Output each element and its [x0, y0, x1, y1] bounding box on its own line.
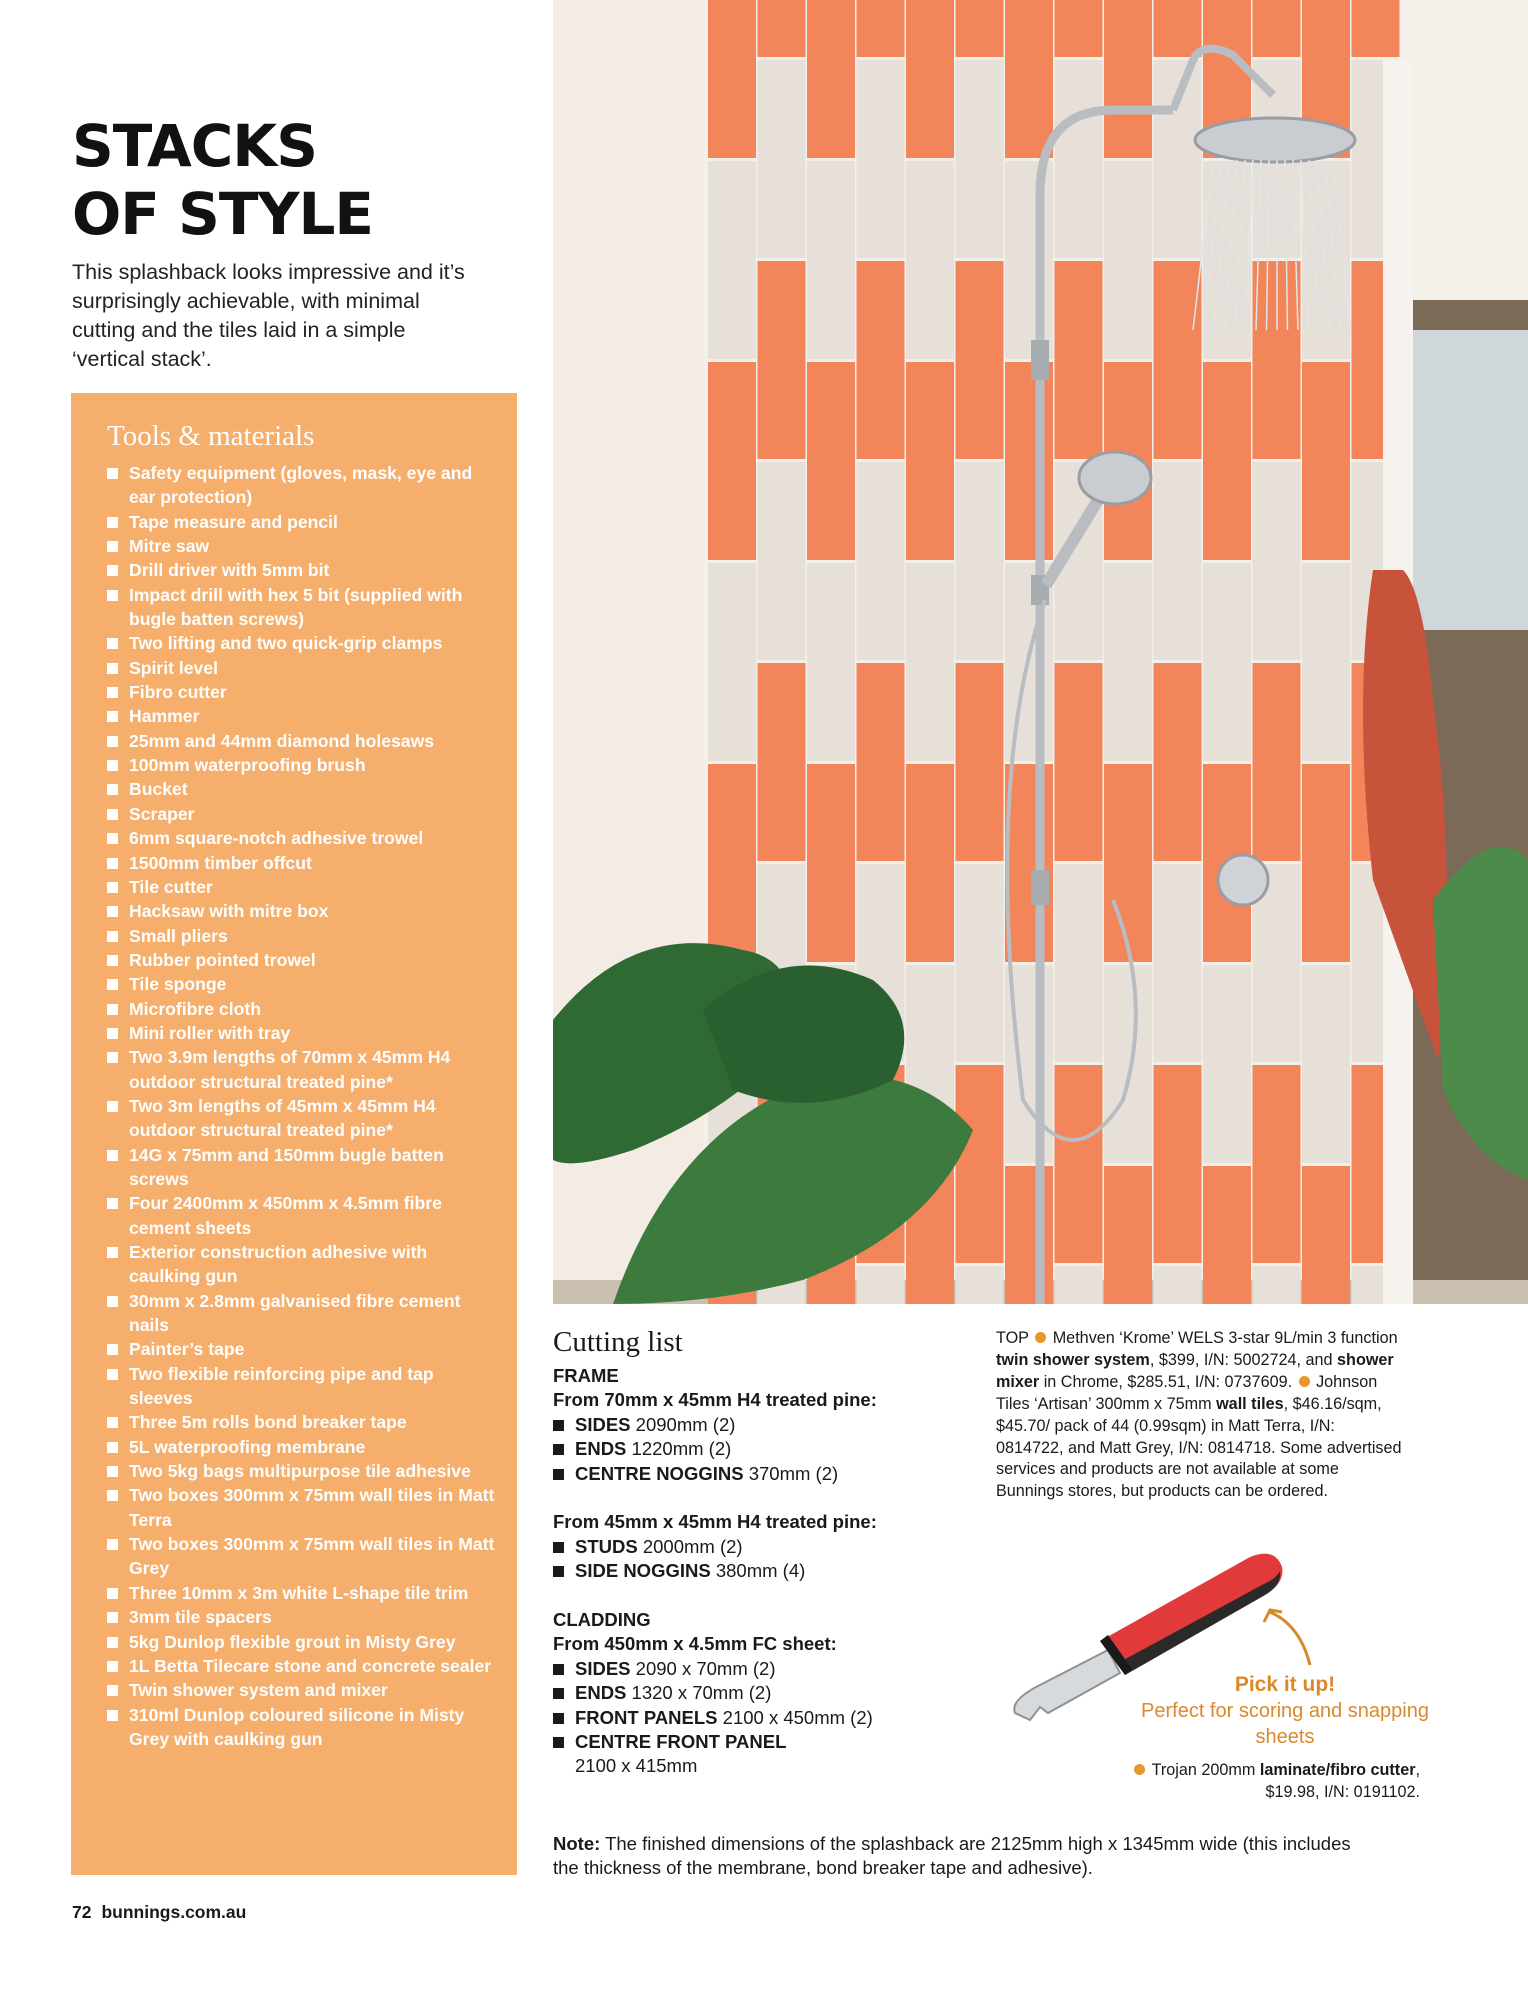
caption-bold: shower mixer — [996, 1350, 1394, 1391]
tile — [857, 663, 905, 861]
tools-list-item: Safety equipment (gloves, mask, eye and ear protection) — [107, 461, 497, 510]
tile — [1203, 965, 1251, 1163]
cut-item — [553, 1657, 953, 1681]
rail-bracket-bottom — [1031, 870, 1049, 905]
cut-item — [553, 1681, 953, 1705]
cut-item-key: FRONT PANELS — [575, 1706, 718, 1728]
tile — [708, 0, 756, 158]
tile — [1302, 965, 1350, 1163]
tools-list-item: Bucket — [107, 777, 497, 801]
tile — [1154, 1065, 1202, 1263]
tools-list-item: 1500mm timber offcut — [107, 851, 497, 875]
tools-list-item: 30mm x 2.8mm galvanised fibre cement nails — [107, 1289, 497, 1338]
trojan-text: , $19.98, I/N: 0191102. — [1265, 1761, 1420, 1801]
tile — [708, 161, 756, 359]
cut-item — [553, 1437, 953, 1461]
tile — [807, 563, 855, 761]
tools-list-item: Three 10mm x 3m white L-shape tile trim — [107, 1581, 497, 1605]
pick-it-up-callout — [1135, 1672, 1435, 1750]
tools-list-item: Two boxes 300mm x 75mm wall tiles in Matt Grey — [107, 1532, 497, 1581]
tools-list-item: 100mm waterproofing brush — [107, 753, 497, 777]
tile — [1055, 0, 1103, 57]
tools-list-item: 3mm tile spacers — [107, 1605, 497, 1629]
rail-bracket-top — [1031, 340, 1049, 380]
caption-text: , $46.16/sqm, $45.70/ pack of 44 (0.99sqm) in Matt Terra, I/N: 0814722, and Matt Grey, I/N: 0814718. Some advertised services and products are not available at some Bunnings stores, but products can be ordered. — [996, 1394, 1402, 1501]
tile — [1055, 663, 1103, 861]
tile — [1203, 1166, 1251, 1304]
tile — [1154, 864, 1202, 1062]
tile — [1104, 563, 1152, 761]
arrow-icon — [1260, 1600, 1320, 1670]
tools-list-item: Spirit level — [107, 656, 497, 680]
tile — [807, 0, 855, 158]
tile — [1154, 1266, 1202, 1304]
tile — [1302, 563, 1350, 761]
title-line-2: OF STYLE — [72, 180, 374, 248]
cut-item-key: SIDES — [575, 1657, 631, 1679]
tile — [956, 0, 1004, 57]
tools-list-item: Tape measure and pencil — [107, 510, 497, 534]
shower-head — [1195, 118, 1355, 162]
note-text: The finished dimensions of the splashback are 2125mm high x 1345mm wide (this includes the thickness of the membrane, bond breaker tape and adhesive). — [553, 1833, 1351, 1879]
shower-mixer — [1218, 855, 1268, 905]
cut-item-key: SIDES — [575, 1413, 631, 1435]
tile — [857, 60, 905, 258]
tile — [956, 864, 1004, 1062]
tile — [708, 563, 756, 761]
tile — [807, 161, 855, 359]
cladding-sub: From 450mm x 4.5mm FC sheet: — [553, 1633, 837, 1655]
tile — [1055, 1065, 1103, 1263]
tile — [1104, 0, 1152, 158]
tools-heading: Tools & materials — [107, 420, 315, 452]
tools-list-item: Tile cutter — [107, 875, 497, 899]
tile — [807, 764, 855, 962]
cut-item-value: 2000mm (2) — [637, 1535, 743, 1557]
cut-item-value: 2100 x 450mm (2) — [717, 1706, 873, 1728]
cut-item-value: 2090mm (2) — [630, 1413, 736, 1435]
tools-list-item: Two flexible reinforcing pipe and tap sleeves — [107, 1362, 497, 1411]
tile — [1055, 864, 1103, 1062]
tile — [1005, 161, 1053, 359]
tile — [906, 0, 954, 158]
tile — [956, 60, 1004, 258]
cut-item-value: 370mm (2) — [743, 1462, 839, 1484]
tools-list-item: 310ml Dunlop coloured silicone in Misty Grey with caulking gun — [107, 1703, 497, 1752]
tile — [906, 563, 954, 761]
trojan-bold: laminate/fibro cutter — [1259, 1761, 1416, 1779]
tools-list-item: Exterior construction adhesive with caulking gun — [107, 1240, 497, 1289]
caption-bold: twin shower system — [996, 1350, 1150, 1369]
tile — [1104, 1166, 1152, 1304]
tile — [758, 462, 806, 660]
spacer — [553, 1486, 953, 1510]
cut-item — [553, 1413, 953, 1437]
bullet-dot-icon — [1134, 1764, 1145, 1775]
caption-bold: wall tiles — [1216, 1394, 1284, 1413]
tools-list-item: Painter’s tape — [107, 1337, 497, 1361]
trojan-caption — [1120, 1760, 1420, 1804]
cut-item — [553, 1535, 953, 1559]
tools-list-item: Four 2400mm x 450mm x 4.5mm fibre cement sheets — [107, 1191, 497, 1240]
tile — [956, 261, 1004, 459]
tile — [857, 261, 905, 459]
tools-list-item: 6mm square-notch adhesive trowel — [107, 826, 497, 850]
tile — [906, 764, 954, 962]
tile — [956, 462, 1004, 660]
tile — [857, 0, 905, 57]
tools-list-item: 25mm and 44mm diamond holesaws — [107, 729, 497, 753]
cut-item-value: 2090 x 70mm (2) — [630, 1657, 776, 1679]
tools-list-item: 14G x 75mm and 150mm bugle batten screws — [107, 1143, 497, 1192]
tile — [1055, 60, 1103, 258]
tile — [1253, 1266, 1301, 1304]
tile — [1055, 1266, 1103, 1304]
tools-list-item: Tile sponge — [107, 972, 497, 996]
tile — [956, 663, 1004, 861]
spacer — [553, 1584, 953, 1608]
tile — [708, 764, 756, 962]
frame-sub-1: From 70mm x 45mm H4 treated pine: — [553, 1389, 877, 1411]
page-title — [72, 112, 373, 248]
cut-item — [553, 1559, 953, 1583]
tools-list-item: 1L Betta Tilecare stone and concrete sealer — [107, 1654, 497, 1678]
tools-list-item: Two boxes 300mm x 75mm wall tiles in Matt Terra — [107, 1483, 497, 1532]
tile — [1253, 462, 1301, 660]
tools-list-item: Two 3m lengths of 45mm x 45mm H4 outdoor structural treated pine* — [107, 1094, 497, 1143]
caption-text: Johnson Tiles ‘Artisan’ 300mm x 75mm — [996, 1372, 1378, 1413]
pick-title: Pick it up! — [1234, 1673, 1336, 1696]
cut-item — [553, 1730, 953, 1754]
tile — [906, 362, 954, 560]
tile — [758, 0, 806, 57]
dimensions-note — [553, 1832, 1353, 1881]
tile — [1253, 663, 1301, 861]
cut-item-value-continued: 2100 x 415mm — [575, 1755, 698, 1777]
tools-list-item: Rubber pointed trowel — [107, 948, 497, 972]
tile — [1104, 161, 1152, 359]
tools-list-item: Twin shower system and mixer — [107, 1678, 497, 1702]
cut-item-key: STUDS — [575, 1535, 638, 1557]
tools-list-item: Two 5kg bags multipurpose tile adhesive — [107, 1459, 497, 1483]
tools-list-item: Mini roller with tray — [107, 1021, 497, 1045]
hand-shower-head — [1079, 452, 1151, 504]
tile — [1302, 764, 1350, 962]
tools-list-item: Scraper — [107, 802, 497, 826]
tile — [1203, 563, 1251, 761]
cut-item-key: ENDS — [575, 1682, 627, 1704]
tools-list-item: Fibro cutter — [107, 680, 497, 704]
trojan-text: Trojan 200mm — [1147, 1761, 1260, 1779]
tile — [857, 1266, 905, 1304]
bullet-dot-icon — [1299, 1376, 1310, 1387]
tile — [1253, 1065, 1301, 1263]
tile — [1005, 0, 1053, 158]
tools-list-item: 5kg Dunlop flexible grout in Misty Grey — [107, 1630, 497, 1654]
tile — [807, 362, 855, 560]
tools-list-item: Three 5m rolls bond breaker tape — [107, 1410, 497, 1434]
tools-materials-panel — [71, 393, 517, 1875]
tools-list-item: Impact drill with hex 5 bit (supplied with bugle batten screws) — [107, 583, 497, 632]
shower-splashback-photo — [553, 0, 1528, 1304]
tile — [857, 462, 905, 660]
tile — [1203, 362, 1251, 560]
tile — [1302, 1166, 1350, 1304]
cutter-handle — [1100, 1554, 1282, 1675]
tools-list-item: 5L waterproofing membrane — [107, 1435, 497, 1459]
tile — [1302, 362, 1350, 560]
tile — [758, 261, 806, 459]
intro-text: This splashback looks impressive and it’s surprisingly achievable, with minimal cutting and the tiles laid in a simple ‘vertical stack’. — [72, 260, 465, 371]
tile — [1154, 462, 1202, 660]
tools-list-item: Hacksaw with mitre box — [107, 899, 497, 923]
product-caption — [996, 1328, 1406, 1503]
tile — [1005, 362, 1053, 560]
arrow-shaft — [1270, 1612, 1310, 1665]
tile — [1154, 663, 1202, 861]
cladding-heading: CLADDING — [553, 1609, 651, 1631]
tools-list — [107, 461, 497, 1751]
page-footer — [72, 1902, 246, 1923]
caption-top: TOP — [996, 1329, 1029, 1347]
photo-illustration — [553, 0, 1528, 1304]
bullet-dot-icon — [1035, 1332, 1046, 1343]
frame-heading: FRAME — [553, 1365, 619, 1386]
cut-item-value: 1320 x 70mm (2) — [626, 1682, 772, 1704]
tile — [1154, 261, 1202, 459]
tile — [758, 60, 806, 258]
tools-list-item: Microfibre cloth — [107, 997, 497, 1021]
tools-list-item: Mitre saw — [107, 534, 497, 558]
cut-item — [553, 1706, 953, 1730]
tile — [1154, 0, 1202, 57]
frame-sub-2: From 45mm x 45mm H4 treated pine: — [553, 1511, 877, 1533]
tile — [1005, 1166, 1053, 1304]
tile — [1104, 764, 1152, 962]
caption-text: , $399, I/N: 5002724, and — [1149, 1350, 1338, 1369]
cut-item-key: CENTRE NOGGINS — [575, 1462, 744, 1484]
cutting-list-heading: Cutting list — [553, 1326, 683, 1358]
tools-list-item: Hammer — [107, 704, 497, 728]
cut-item-key: SIDE NOGGINS — [575, 1560, 711, 1582]
cut-item-value: 380mm (4) — [710, 1560, 806, 1582]
cut-item — [553, 1462, 953, 1486]
cutter-blade — [1014, 1650, 1120, 1720]
tools-list-item: Small pliers — [107, 924, 497, 948]
tile — [1352, 0, 1400, 57]
tile — [708, 362, 756, 560]
note-label: Note: — [553, 1833, 601, 1854]
site-url: bunnings.com.au — [101, 1902, 247, 1922]
tools-list-item: Two lifting and two quick-grip clamps — [107, 631, 497, 655]
tools-list-item: Two 3.9m lengths of 70mm x 45mm H4 outdoor structural treated pine* — [107, 1045, 497, 1094]
tile — [758, 663, 806, 861]
cut-item-key: CENTRE FRONT PANEL — [575, 1731, 787, 1753]
caption-text: Methven ‘Krome’ WELS 3-star 9L/min 3 function — [1048, 1329, 1398, 1347]
page-number: 72 — [72, 1902, 92, 1922]
window-glass — [1413, 330, 1528, 630]
cut-item-key: ENDS — [575, 1438, 627, 1460]
tile — [956, 1266, 1004, 1304]
tile — [1104, 965, 1152, 1163]
tile — [956, 1065, 1004, 1263]
tile — [1055, 261, 1103, 459]
cut-item-value: 1220mm (2) — [626, 1438, 732, 1460]
tile — [906, 161, 954, 359]
cutting-list — [553, 1364, 953, 1779]
title-line-1: STACKS — [72, 112, 318, 180]
caption-text: in Chrome, $285.51, I/N: 0737609. — [1039, 1372, 1297, 1391]
tools-list-item: Drill driver with 5mm bit — [107, 558, 497, 582]
tile — [1005, 764, 1053, 962]
tile — [1253, 0, 1301, 57]
pick-subtitle: Perfect for scoring and snapping sheets — [1141, 1700, 1429, 1748]
